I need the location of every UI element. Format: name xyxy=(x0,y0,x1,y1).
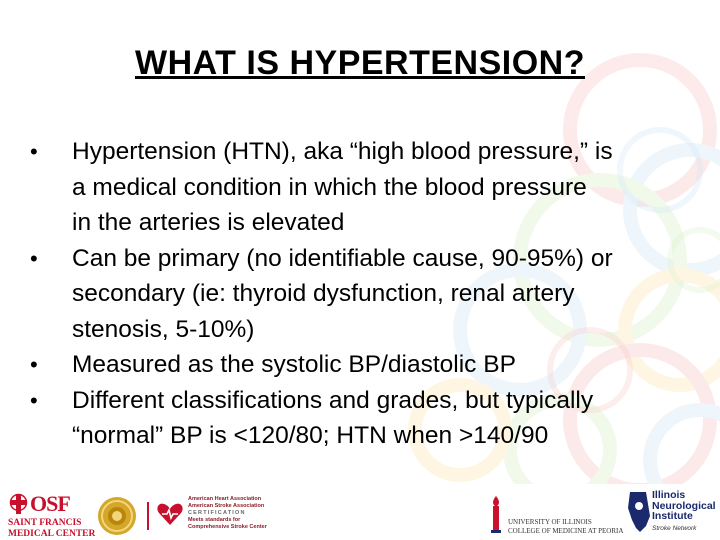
footer-divider xyxy=(147,502,149,530)
bullet-glyph: • xyxy=(30,387,38,413)
uic-flame-icon xyxy=(488,496,504,534)
bullet-line: Can be primary (no identifiable cause, 90-95%) or xyxy=(72,244,613,272)
aha-text xyxy=(188,496,267,531)
bullet-line: Different classifications and grades, but typically xyxy=(72,386,594,414)
bullet-item xyxy=(28,134,700,241)
osf-line: SAINT FRANCIS xyxy=(8,518,82,528)
bullet-list xyxy=(28,134,700,454)
ini-text xyxy=(652,490,716,534)
osf-logo xyxy=(8,491,96,540)
aha-certification-logo xyxy=(156,496,296,538)
uic-text xyxy=(508,518,623,536)
logo-footer xyxy=(0,484,720,540)
illinois-map-icon xyxy=(626,490,652,534)
gold-seal-icon xyxy=(97,496,137,536)
ini-line: Institute xyxy=(652,510,693,522)
aha-line: CERTIFICATION xyxy=(188,510,246,516)
bullet-line: stenosis, 5-10%) xyxy=(72,315,255,343)
bullet-line: secondary (ie: thyroid dysfunction, renal artery xyxy=(72,280,575,307)
bullet-glyph: • xyxy=(30,352,38,377)
aha-line: Meets standards for xyxy=(188,517,241,523)
uic-line: UNIVERSITY OF ILLINOIS xyxy=(508,518,592,526)
bullet-line: Measured as the systolic BP/diastolic BP xyxy=(72,351,516,378)
aha-line: American Heart Association xyxy=(188,496,262,502)
aha-line: Comprehensive Stroke Center xyxy=(188,524,267,530)
bullet-line: in the arteries is elevated xyxy=(72,209,345,236)
heart-icon xyxy=(156,500,184,528)
ini-line: Neurological xyxy=(652,499,716,512)
slide-title: WHAT IS HYPERTENSION? xyxy=(135,44,585,82)
osf-cross-icon xyxy=(8,492,30,516)
uic-line: COLLEGE OF MEDICINE AT PEORIA xyxy=(508,527,624,535)
ini-line: Illinois xyxy=(652,489,686,501)
bullet-line: a medical condition in which the blood pressure xyxy=(72,173,587,201)
bullet-line: Hypertension (HTN), aka “high blood pressure,” is xyxy=(72,138,613,165)
bullet-item xyxy=(28,241,700,348)
aha-line: American Stroke Association xyxy=(188,503,265,509)
osf-subtitle xyxy=(8,518,95,540)
osf-wordmark: OSF xyxy=(30,491,70,516)
bullet-glyph: • xyxy=(30,245,38,271)
bullet-line: “normal” BP is <120/80; HTN when >140/90 xyxy=(72,422,549,449)
bullet-item xyxy=(28,347,700,383)
osf-line: MEDICAL CENTER xyxy=(8,529,96,539)
uic-logo xyxy=(488,494,624,538)
bullet-item xyxy=(28,383,700,454)
ini-line: Stroke Network xyxy=(652,524,697,532)
bullet-glyph: • xyxy=(30,139,38,164)
ini-logo xyxy=(626,490,718,540)
